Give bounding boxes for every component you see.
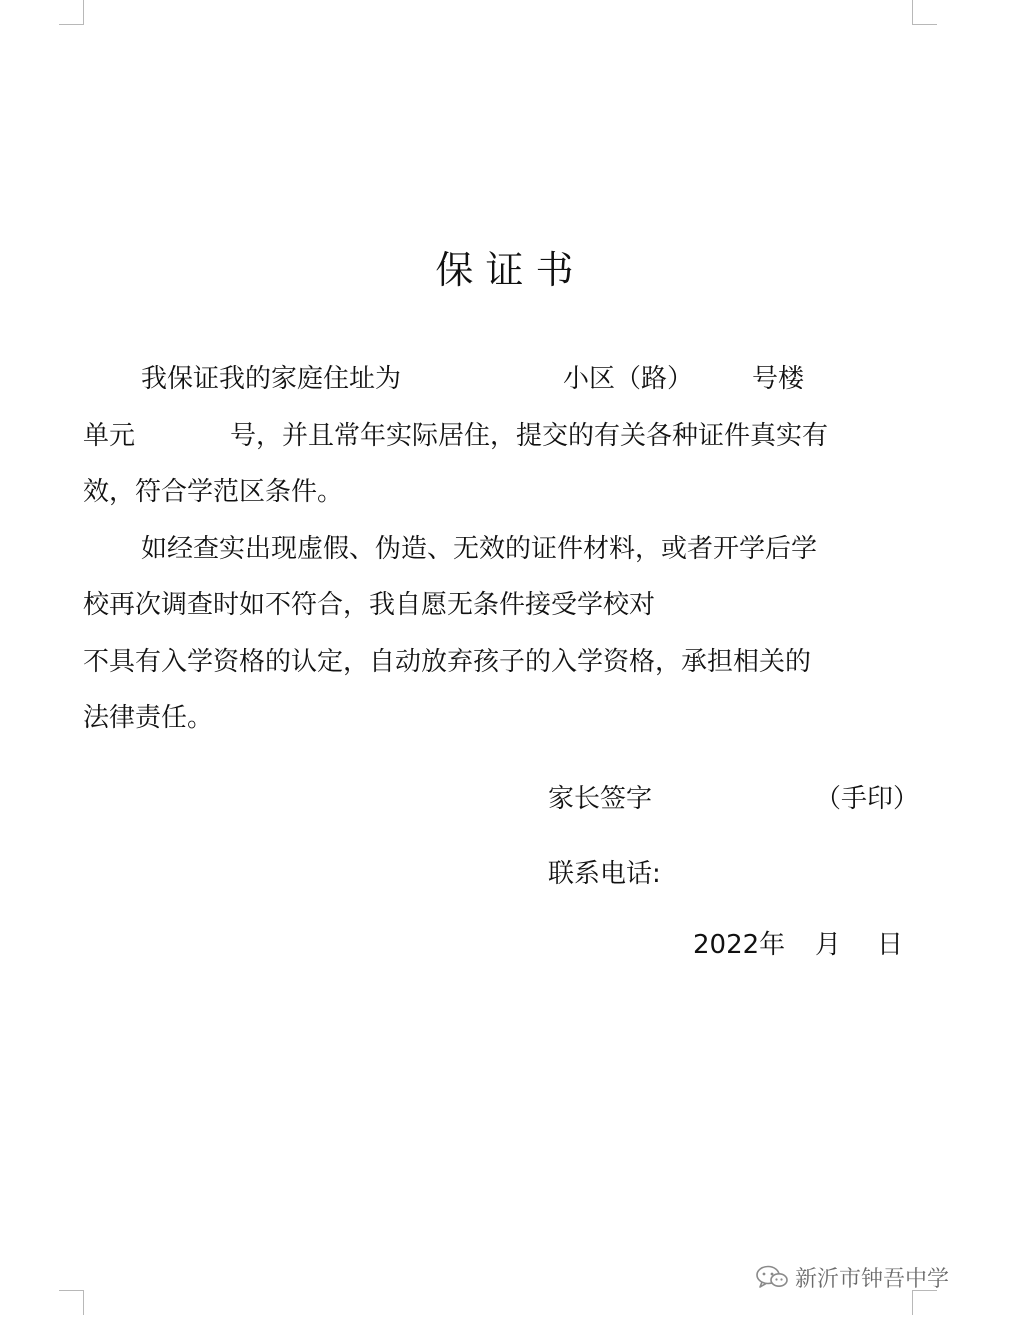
source-watermark [755,1262,949,1292]
p1-line1-c: 号楼 [752,364,805,394]
crop-mark-bottom-left [59,1290,84,1315]
p1-line1-a: 我保证我的家庭住址为 [141,364,402,394]
p1-line2-b: 号，并且常年实际居住，提交的有关各种证件真实有 [230,421,829,451]
p2-line1: 如经查实出现虚假、伪造、无效的证件材料，或者开学后学 [141,534,818,564]
crop-mark-top-left [59,0,84,25]
p2-line3: 不具有入学资格的认定，自动放弃孩子的入学资格，承担相关的 [83,647,812,677]
document-title: 保 证 书 [435,248,574,292]
thumbprint-label: （手印） [815,784,920,814]
p2-line2: 校再次调查时如不符合，我自愿无条件接受学校对 [83,590,656,620]
crop-mark-bottom-right [912,1290,937,1315]
p1-line2-a: 单元 [83,421,136,451]
wechat-icon [755,1264,789,1290]
p1-line1-b: 小区（路） [563,364,694,394]
signature-label: 家长签字 [548,784,653,814]
phone-label: 联系电话: [548,859,661,889]
p1-line3: 效，符合学范区条件。 [83,477,344,507]
p2-line4: 法律责任。 [83,703,214,733]
date-day: 日 [877,930,904,960]
source-name: 新沂市钟吾中学 [795,1266,950,1292]
crop-mark-top-right [912,0,937,25]
date-month: 月 [815,930,842,960]
date-year: 2022年 [693,930,786,960]
